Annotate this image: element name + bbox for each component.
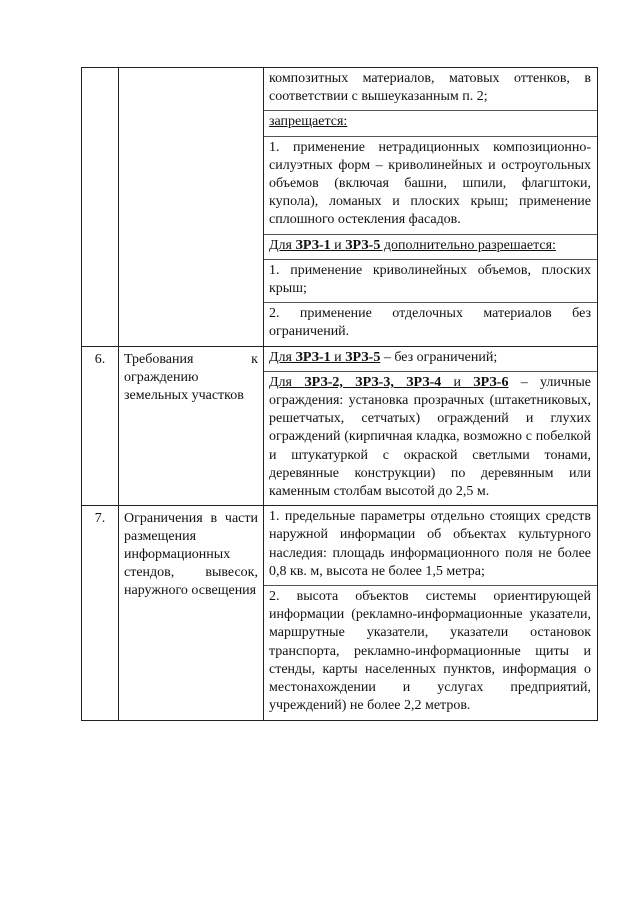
paragraph: 2. применение отделочных материалов без ограничений. (264, 302, 597, 345)
table-row (82, 68, 598, 347)
zone-label: Для ЗРЗ-1 и ЗРЗ-5 (269, 349, 381, 365)
requirement-name: Ограничения в части размещения информационных стендов, вывесок, наружного освещения (119, 506, 264, 720)
zone-label: Для ЗРЗ-2, ЗРЗ-3, ЗРЗ-4 и ЗРЗ-6 (269, 374, 509, 390)
requirement-text (264, 68, 598, 347)
paragraph (264, 234, 597, 259)
paragraph: 1. применение криволинейных объемов, плоских крыш; (264, 259, 597, 302)
prohibited-heading: запрещается: (269, 114, 348, 130)
paragraph: Для ЗРЗ-1 и ЗРЗ-5 – без ограничений; (269, 349, 498, 365)
row-number: 7. (82, 506, 119, 720)
row-number (82, 68, 119, 347)
table-row (82, 506, 598, 720)
requirement-text (264, 346, 598, 506)
row-number: 6. (82, 346, 119, 506)
paragraph: 1. применение нетрадиционных композиционно-силуэтных форм – криволинейных и остроугольных объемов (включая башни, шпили, флагштоки, купола), ломаных и плоских крыш; применение сплошного остекления фасадов. (264, 136, 597, 234)
regulations-table (81, 67, 598, 721)
requirement-name: Требования к ограждению земельных участков (119, 346, 264, 506)
paragraph: 2. высота объектов системы ориентирующей информации (рекламно-информационные указатели, маршрутные указатели, указатели остановок транспорта, рекламно-информационные щиты и стенды, карты населенных пунктов, информация о местонахождении и услугах предприятий, учреждений) не более 2,2 метров. (264, 585, 597, 719)
paragraph: композитных материалов, матовых оттенков, в соответствии с вышеуказанным п. 2; (269, 71, 591, 105)
requirement-name (119, 68, 264, 347)
zone-heading: Для ЗРЗ-1 и ЗРЗ-5 дополнительно разрешается: (269, 237, 556, 253)
requirement-text (264, 506, 598, 720)
table-row (82, 346, 598, 506)
paragraph: 1. предельные параметры отдельно стоящих средств наружной информации об объектах культурного наследия: площадь информационного поля не более 0,8 кв. м, высота не более 1,5 метра; (269, 509, 591, 579)
paragraph (264, 110, 597, 135)
paragraph: Для ЗРЗ-2, ЗРЗ-3, ЗРЗ-4 и ЗРЗ-6 – уличные ограждения: установка прозрачных (штакетниковых, решетчатых, сетчатых) ограждений и глухих ограждений (кирпичная кладка, возможно с побелкой и штукатуркой с окраской светлыми тонами, деревянные конструкции) по деревянным или каменным столбам высотой до 2,5 м. (264, 371, 597, 505)
